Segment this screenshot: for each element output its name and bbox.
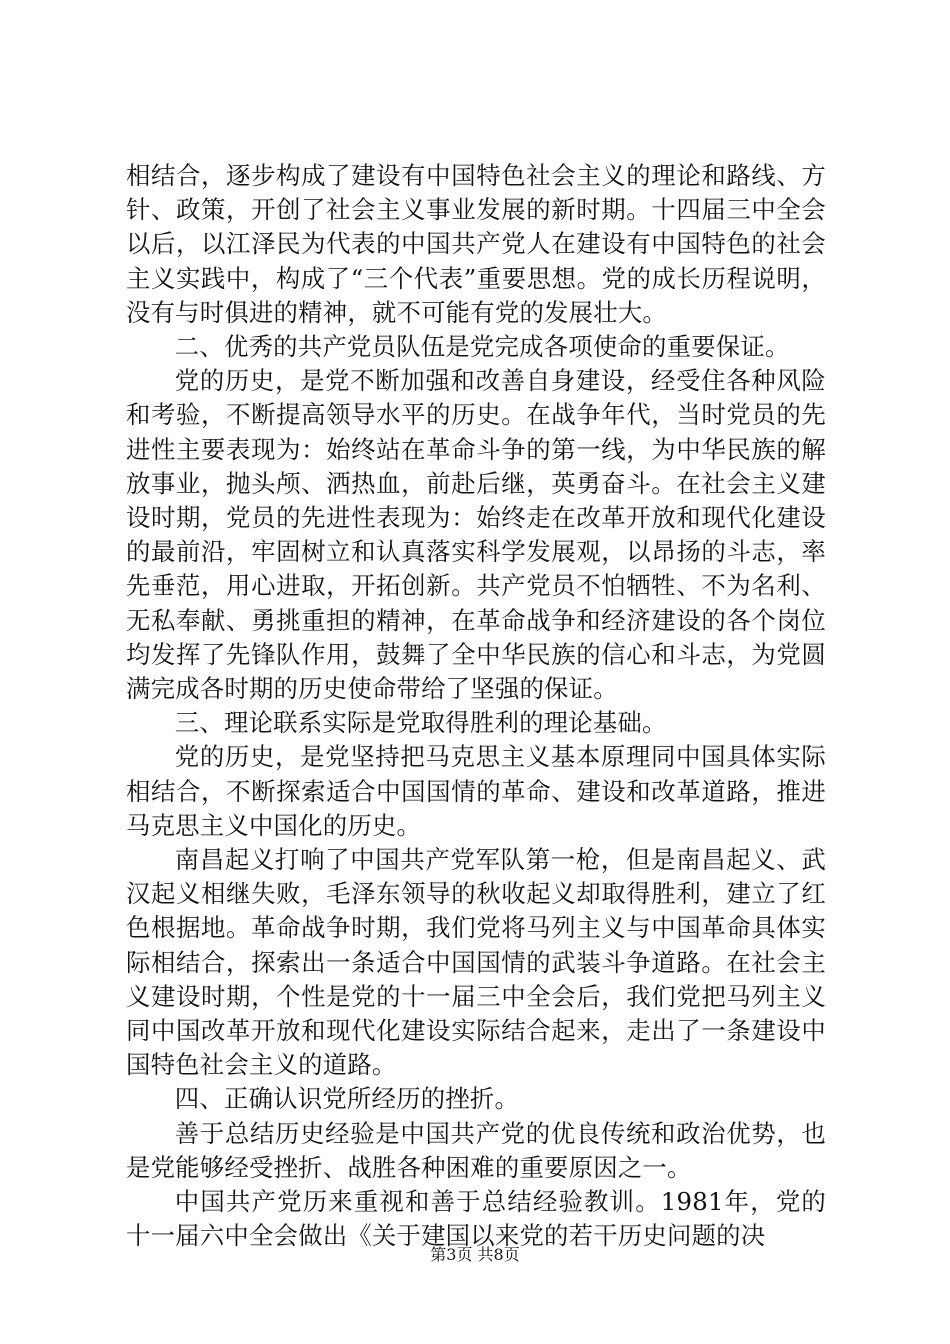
paragraph-1981-resolution: 中国共产党历来重视和善于总结经验教训。1981年，党的十一届六中全会做出《关于建国以来党的若干历史问题的决 bbox=[126, 1187, 826, 1251]
paragraph-marxism-sinicization: 党的历史，是党坚持把马克思主义基本原理同中国具体实际相结合，不断探索适合中国国情的革命、建设和改革道路，推进马克思主义中国化的历史。 bbox=[126, 742, 826, 840]
document-body bbox=[126, 159, 826, 1254]
section-heading-2: 二、优秀的共产党员队伍是党完成各项使命的重要保证。 bbox=[174, 332, 790, 362]
paragraph-continuation: 相结合，逐步构成了建设有中国特色社会主义的理论和路线、方针、政策，开创了社会主义事业发展的新时期。十四届三中全会以后，以江泽民为代表的中国共产党人在建设有中国特色的社会主义实践中，构成了“三个代表”重要思想。党的成长历程说明，没有与时俱进的精神，就不可能有党的发展壮大。 bbox=[126, 161, 826, 327]
section-heading-3: 三、理论联系实际是党取得胜利的理论基础。 bbox=[174, 708, 667, 738]
page-number-footer: 第3页 共8页 bbox=[430, 1245, 520, 1264]
section-heading-4: 四、正确认识党所经历的挫折。 bbox=[174, 1084, 520, 1114]
paragraph-nanchang-uprising: 南昌起义打响了中国共产党军队第一枪，但是南昌起义、武汉起义相继失败，毛泽东领导的秋收起义却取得胜利，建立了红色根据地。革命战争时期，我们党将马列主义与中国革命具体实际相结合，探索出一条适合中国国情的武装斗争道路。在社会主义建设时期，个性是党的十一届三中全会后，我们党把马列主义同中国改革开放和现代化建设实际结合起来，走出了一条建设中国特色社会主义的道路。 bbox=[126, 845, 826, 1080]
paragraph-party-history-building: 党的历史，是党不断加强和改善自身建设，经受住各种风险和考验，不断提高领导水平的历史。在战争年代，当时党员的先进性主要表现为：始终站在革命斗争的第一线，为中华民族的解放事业，抛头颅、洒热血，前赴后继，英勇奋斗。在社会主义建设时期，党员的先进性表现为：始终走在改革开放和现代化建设的最前沿，牢固树立和认真落实科学发展观，以昂扬的斗志，率先垂范，用心进取，开拓创新。共产党员不怕牺牲、不为名利、无私奉献、勇挑重担的精神，在革命战争和经济建设的各个岗位均发挥了先锋队作用，鼓舞了全中华民族的信心和斗志，为党圆满完成各时期的历史使命带给了坚强的保证。 bbox=[126, 366, 826, 704]
paragraph-history-experience: 善于总结历史经验是中国共产党的优良传统和政治优势，也是党能够经受挫折、战胜各种困难的重要原因之一。 bbox=[126, 1118, 826, 1182]
